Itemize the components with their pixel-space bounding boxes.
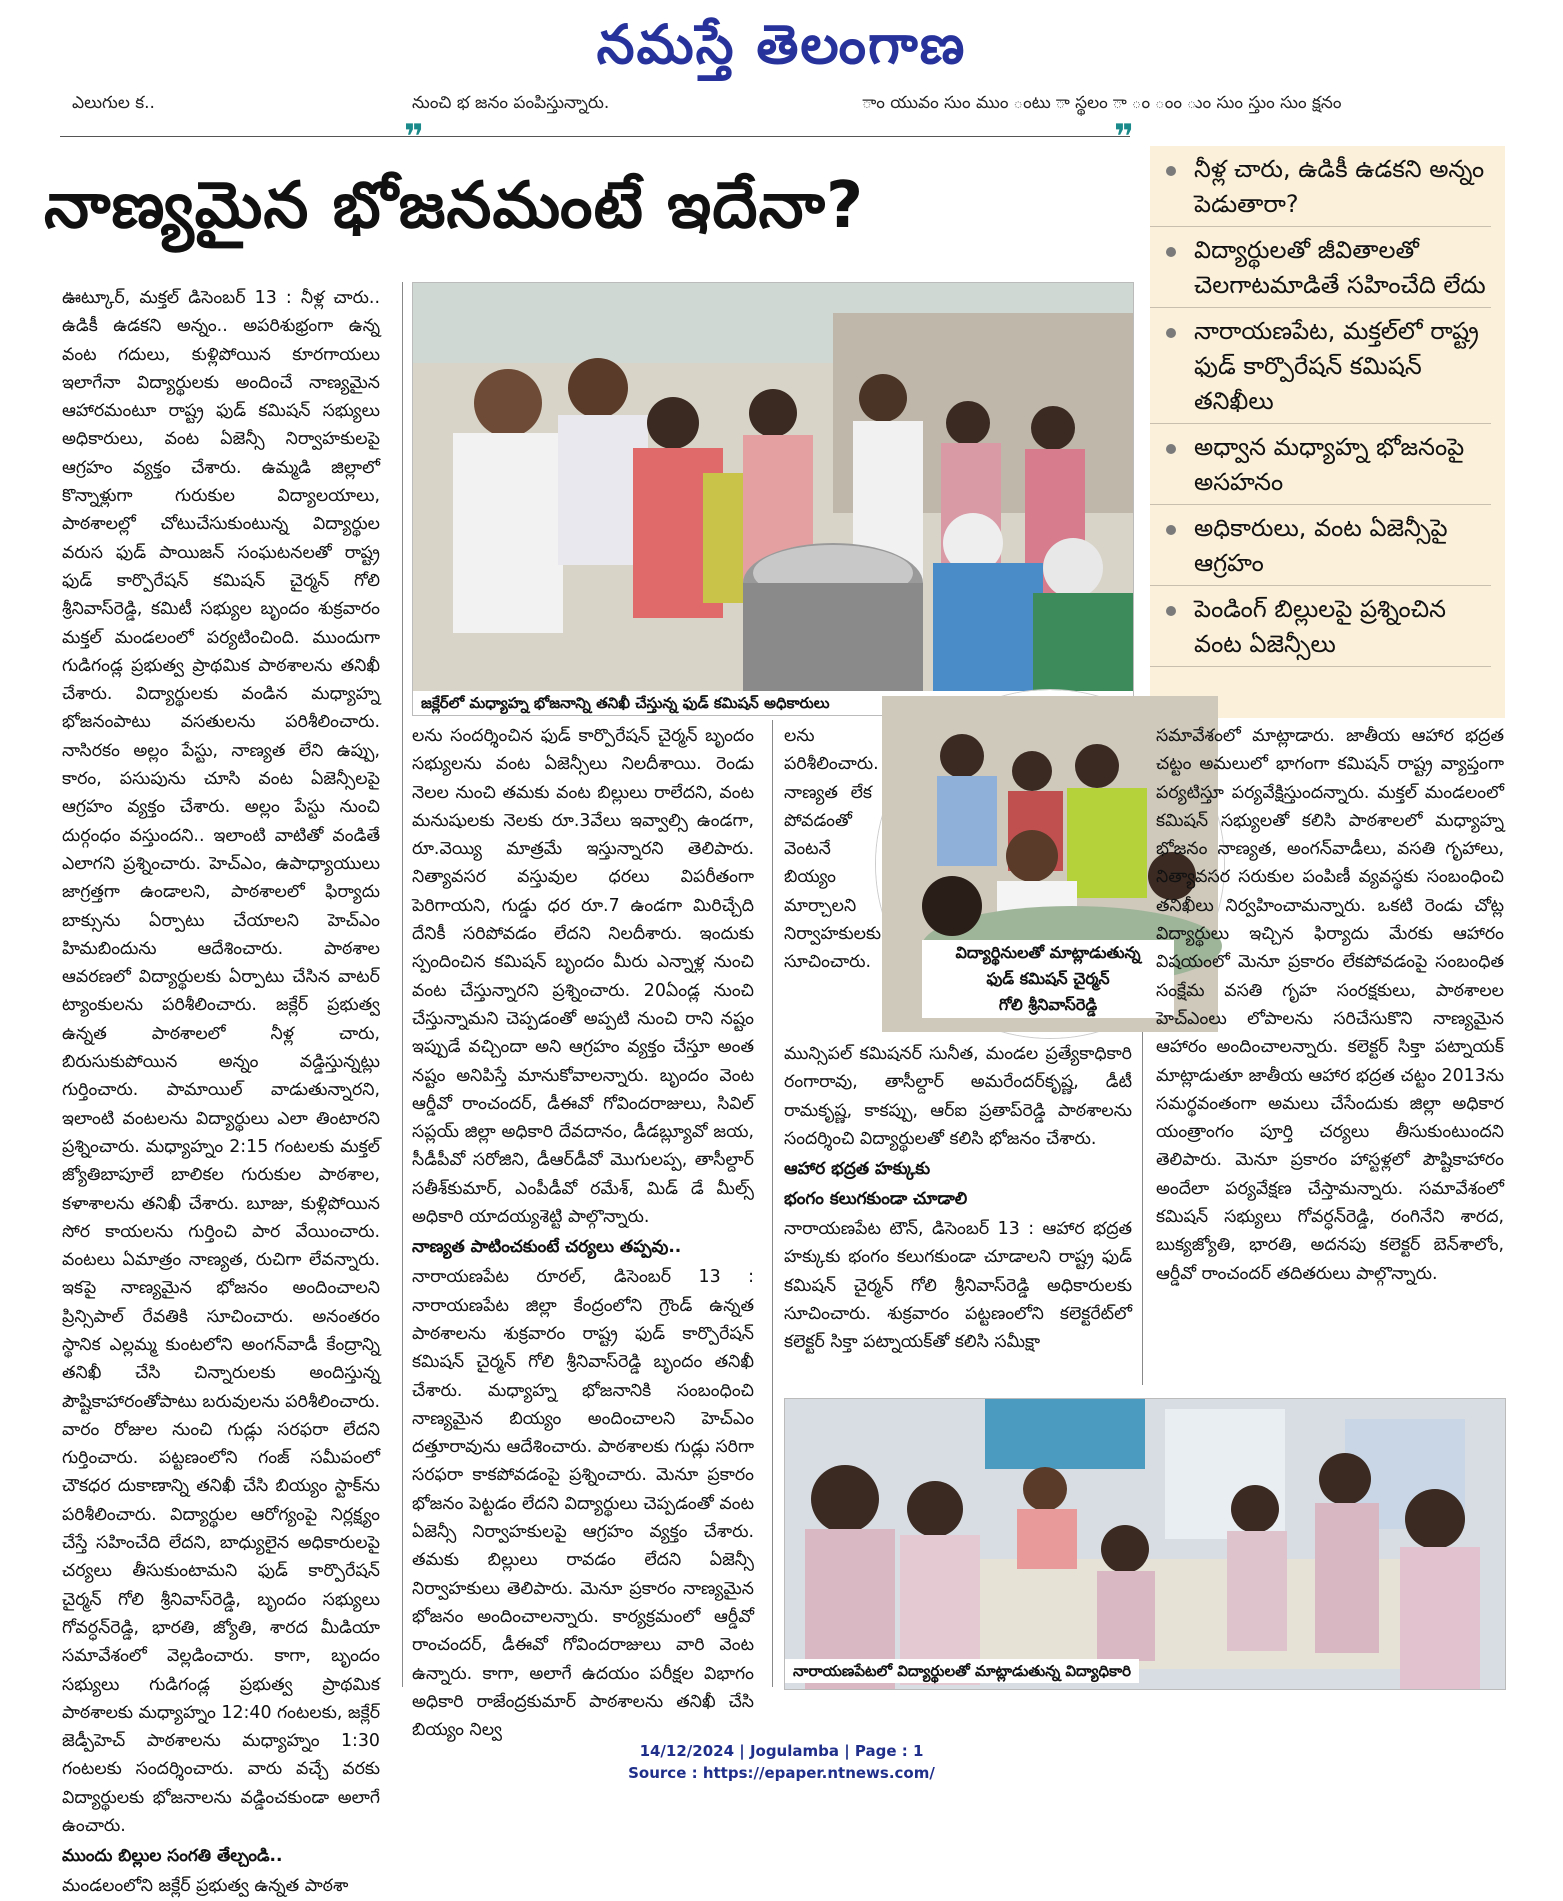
- highlight-item: అధికారులు, వంట ఏజెన్సీపై ఆగ్రహం: [1150, 511, 1491, 586]
- column-rule: [772, 720, 773, 1687]
- article-column-3: [784, 1040, 1132, 1400]
- quote-mark-left-icon: ❞: [404, 117, 424, 157]
- article-body: నారాయణపేట రూరల్‌, డిసెంబర్‌ 13 : నారాయణపేట జిల్లా కేంద్రంలోని గ్రౌండ్‌ ఉన్నత పాఠశాలను శుక్రవారం రాష్ట్ర ఫుడ్‌ కార్పొరేషన్‌ కమిషన్‌ చైర్మన్‌ గోలి శ్రీనివాస్‌రెడ్డి బృందం తనిఖీ చేశారు. మధ్యాహ్న భోజనానికి సంబంధించి నాణ్యమైన బియ్యం అందించాలని హెచ్‌ఎం దత్తూరావును ఆదేశించారు. పాఠశాలకు గుడ్లు సరిగా సరఫరా కాకపోవడంపై ప్రశ్నించారు. మెనూ ప్రకారం భోజనం పెట్టడం లేదని విద్యార్థులు చెప్పడంతో వంట ఏజెన్సీ నిర్వాహకులపై ఆగ్రహం వ్యక్తం చేశారు. తమకు బిల్లులు రావడం లేదని ఏజెన్సీ నిర్వాహకులు తెలిపారు. మెనూ ప్రకారం నాణ్యమైన భోజనం అందించాలన్నారు. కార్యక్రమంలో ఆర్డీవో రాంచందర్‌, డీఈవో గోవిందరాజులు వారి వెంట ఉన్నారు. కాగా, అలాగే ఉదయం పరీక్షల విభాగం అధికారి రాజేంద్రకుమార్‌ పాఠశాలను తనిఖీ చేసి బియ్యం నిల్వ: [412, 1267, 754, 1741]
- article-subheading: ముందు బిల్లుల సంగతి తేల్చండి..: [62, 1846, 283, 1867]
- footer-source: Source : https://epaper.ntnews.com/: [628, 1764, 935, 1782]
- article-body: ఊట్కూర్‌, మక్తల్‌ డిసెంబర్‌ 13 : నీళ్ల చారు.. ఉడికీ ఉడకని అన్నం.. అపరిశుభ్రంగా ఉన్న వంట గదులు, కుళ్లిపోయిన కూరగాయలు ఇలాగేనా విద్యార్థులకు అందించే నాణ్యమైన ఆహారమంటూ రాష్ట్ర ఫుడ్‌ కమిషన్‌ సభ్యులు అధికారులు, వంట ఏజెన్సీ నిర్వాహకులపై ఆగ్రహం వ్యక్తం చేశారు. ఉమ్మడి జిల్లాలో కొన్నాళ్లుగా గురుకుల విద్యాలయాలు, పాఠశాలల్లో చోటుచేసుకుంటున్న విద్యార్థుల వరుస ఫుడ్‌ పాయిజన్‌ సంఘటనలతో రాష్ట్ర ఫుడ్‌ కార్పొరేషన్‌ కమిషన్‌ చైర్మన్‌ గోలి శ్రీనివాస్‌రెడ్డి, కమిటీ సభ్యుల బృందం శుక్రవారం మక్తల్‌ మండలంలో పర్యటించింది. ముందుగా గుడిగండ్ల ప్రభుత్వ ప్రాథమిక పాఠశాలను తనిఖీ చేశారు. విద్యార్థులకు వండిన మధ్యాహ్న భోజనంపాటు వసతులను పరిశీలించారు. నాసిరకం అల్లం పేస్టు, నాణ్యత లేని ఉప్పు, కారం, పసుపును చూసి వంట ఏజెన్సీలపై ఆగ్రహం వ్యక్తం చేశారు. అల్లం పేస్టు నుంచి దుర్గంధం వస్తుందని.. ఇలాంటి వాటితో వండితే ఎలాగని ప్రశ్నించారు. హెచ్‌ఎం, ఉపాధ్యాయులు జాగ్రత్తగా ఉండాలని, పాఠశాలలో ఫిర్యాదు బాక్సును ఏర్పాటు చేయాలని హెచ్‌ఎం హిమబిందును ఆదేశించారు. పాఠశాల ఆవరణలో విద్యార్థులకు ఏర్పాటు చేసిన వాటర్‌ ట్యాంకులను పరిశీలించారు. జక్లేర్‌ ప్రభుత్వ ఉన్నత పాఠశాలలో నీళ్ల చారు, బిరుసుకుపోయిన అన్నం వడ్డిస్తున్నట్లు గుర్తించారు. పామాయిల్‌ వాడుతున్నారని, ఇలాంటి వంటలను విద్యార్థులు ఎలా తింటారని ప్రశ్నించారు. మధ్యాహ్నం 2:15 గంటలకు మక్తల్‌ జ్యోతిబాపూలే బాలికల గురుకుల పాఠశాల, కళాశాలను తనిఖీ చేశారు. బూజు, కుళ్లిపోయిన సోర కాయలను గుర్తించి పార వేయించారు. వంటలు ఏమాత్రం నాణ్యత, రుచిగా లేవన్నారు. ఇకపై నాణ్యమైన భోజనం అందించాలని ప్రిన్సిపాల్‌ రేవతికి సూచించారు. అనంతరం స్థానిక ఎల్లమ్మ కుంటలోని అంగన్‌వాడీ కేంద్రాన్ని తనిఖీ చేసి చిన్నారులకు అందిస్తున్న పౌష్టికాహారంతోపాటు బరువులను పరిశీలించారు. వారం రోజుల నుంచి గుడ్లు సరఫరా లేదని గుర్తించారు. పట్టణంలోని గంజ్‌ సమీపంలో చౌకధర దుకాణాన్ని తనిఖీ చేసి బియ్యం స్టాక్‌ను పరిశీలించారు. విద్యార్థుల ఆరోగ్యంపై నిర్లక్ష్యం చేస్తే సహించేది లేదని, బాధ్యులైన అధికారులపై చర్యలు తీసుకుంటామని ఫుడ్‌ కార్పొరేషన్‌ చైర్మన్‌ గోలి శ్రీనివాస్‌రెడ్డి, బృందం సభ్యులు గోవర్ధన్‌రెడ్డి, భారతి, జ్యోతి, శారద మీడియా సమావేశంలో వెల్లడించారు. కాగా, బృందం సభ్యులు గుడిగండ్ల ప్రభుత్వ ప్రాథమిక పాఠశాలకు మధ్యాహ్నం 12:40 గంటలకు, జక్లేర్‌ జెడ్పీహెచ్‌ పాఠశాలను మధ్యాహ్నం 1:30 గంటలకు సందర్శించారు. వారు వచ్చే వరకు విద్యార్థులకు భోజనాలను వడ్డించకుండా అలాగే ఉంచారు.: [62, 288, 381, 1837]
- bottom-photo: [784, 1398, 1506, 1690]
- circle-photo-caption-line: ఫుడ్‌ కమిషన్‌ చైర్మన్‌: [986, 969, 1110, 988]
- article-body: మున్సిపల్‌ కమిషనర్‌ సునీత, మండల ప్రత్యేకాధికారి రంగారావు, తాసీల్దార్‌ అమరేందర్‌కృష్ణ, డీటీ రామకృష్ణ, కాకప్పు, ఆర్‌ఐ ప్రతాప్‌రెడ్డి పాఠశాలను సందర్శించి విద్యార్థులతో కలిసి భోజనం చేశారు.: [784, 1044, 1132, 1149]
- cutline-middle: నుంచి భ జనం పంపిస్తున్నారు.: [412, 93, 610, 113]
- article-body: నారాయణపేట టౌన్‌, డిసెంబర్‌ 13 : ఆహార భద్రత హక్కుకు భంగం కలుగకుండా చూడాలని రాష్ట్ర ఫుడ్‌ కమిషన్‌ చైర్మన్‌ గోలి శ్రీనివాస్‌రెడ్డి అధికారులకు సూచించారు. శుక్రవారం పట్టణంలోని కలెక్టరేట్‌లో కలెక్టర్‌ సిక్తా పట్నాయక్‌తో కలిసి సమీక్షా: [784, 1219, 1132, 1353]
- article-subheading: భంగం కలుగకుండా చూడాలి: [784, 1189, 968, 1210]
- headline: నాణ్యమైన భోజనమంటే ఇదేనా?: [44, 169, 865, 243]
- highlight-item: నారాయణపేట, మక్తల్‌లో రాష్ట్ర ఫుడ్‌ కార్పొరేషన్‌ కమిషన్‌ తనిఖీలు: [1150, 314, 1491, 424]
- masthead-title: నమస్తే తెలంగాణ: [596, 13, 967, 76]
- cutline-left: ఎలుగుల క..: [72, 93, 155, 113]
- circle-photo-caption-line: గోలి శ్రీనివాస్‌రెడ్డి: [998, 995, 1098, 1014]
- article-subheading: ఆహార భద్రత హక్కుకు: [784, 1159, 931, 1180]
- article-body: మండలంలోని జక్లేర్‌ ప్రభుత్వ ఉన్నత పాఠశా: [62, 1876, 349, 1897]
- article-body: సమావేశంలో మాట్లాడారు. జాతీయ ఆహార భద్రత చట్టం అమలులో భాగంగా కమిషన్‌ రాష్ట్ర వ్యాప్తంగా పర్యటిస్తూ పర్యవేక్షిస్తుందన్నారు. మక్తల్‌ మండలంలో కమిషన్‌ సభ్యులతో కలిసి పాఠశాలలో మధ్యాహ్న భోజనం నాణ్యత, అంగన్‌వాడీలు, వసతి గృహాలు, నిత్యావసర సరుకుల పంపిణీ వ్యవస్థకు సంబంధించి తనిఖీలు నిర్వహించామన్నారు. ఒకటి రెండు చోట్ల విద్యార్థులు ఇచ్చిన ఫిర్యాదు మేరకు ఆహారం విషయంలో మెనూ ప్రకారం లేకపోవడంపై సంబంధిత సంక్షేమ వసతి గృహ సంరక్షకులు, పాఠశాలల హెచ్‌ఎంలు లోపాలను సరిచేసుకొని నాణ్యమైన ఆహారం అందించాలన్నారు. కలెక్టర్‌ సిక్తా పట్నాయక్‌ మాట్లాడుతూ జాతీయ ఆహార భద్రత చట్టం 2013ను సమర్థవంతంగా అమలు చేసేందుకు జిల్లా అధికార యంత్రాంగం పూర్తి చర్యలు తీసుకుంటుందని తెలిపారు. మెనూ ప్రకారం హాస్టళ్లలో పౌష్టికాహారం అందేలా పర్యవేక్షణ చేస్తామన్నారు. సమావేశంలో కమిషన్‌ సభ్యులు గోవర్ధన్‌రెడ్డి, రంగినేని శారద, బుక్యజ్యోతి, భారతి, అదనపు కలెక్టర్‌ బెన్‌శాలోం, ఆర్డీవో రాంచందర్‌ తదితరులు పాల్గొన్నారు.: [1156, 726, 1504, 1284]
- main-photo-illustration: [413, 283, 1133, 715]
- main-photo: [412, 282, 1134, 716]
- highlight-item: అధ్వాన మధ్యాహ్న భోజనంపై అసహనం: [1150, 430, 1491, 505]
- cutline-right: ాం యువం సుం ముం ంటు ా స్థలం ా ం ంం ుం సుం స్తుం సుం క్షనం: [862, 93, 1342, 113]
- article-body: లను పరిశీలించారు. నాణ్యత లేక పోవడంతో వెంటనే బియ్యం మార్చాలని నిర్వాహకులకు సూచించారు.: [784, 726, 882, 973]
- footer-date-page: 14/12/2024 | Jogulamba | Page : 1: [639, 1742, 924, 1760]
- article-column-1: [62, 284, 381, 1897]
- main-photo-caption: జక్లేర్‌లో మధ్యాహ్న భోజనాన్ని తనిఖీ చేస్తున్న ఫుడ్‌ కమిషన్‌ అధికారులు: [413, 691, 1133, 715]
- quote-mark-right-icon: ❞: [1114, 117, 1134, 157]
- highlight-item: విద్యార్థులతో జీవితాలతో చెలగాటమాడితే సహించేది లేదు: [1150, 233, 1491, 308]
- highlights-box: [1150, 146, 1505, 718]
- article-body: లను సందర్శించిన ఫుడ్‌ కార్పొరేషన్‌ చైర్మన్‌ బృందం సభ్యులను వంట ఏజెన్సీలు నిలదీశాయి. రెండు నెలల నుంచి తమకు వంట బిల్లులు రాలేదని, వంట మనుషులకు నెలకు రూ.3వేలు ఇవ్వాల్సి ఉండగా, రూ.వెయ్యి మాత్రమే ఇస్తున్నారని తెలిపారు. నిత్యావసర వస్తువుల ధరలు విపరీతంగా పెరిగాయని, గుడ్డు ధర రూ.7 ఉండగా మిరిచ్చేది దేనికీ సరిపోవడం లేదని నిలదీశారు. ఇందుకు స్పందించిన కమిషన్‌ బృందం మీరు ఎన్నాళ్ల నుంచి వంట చేస్తున్నారని ప్రశ్నించారు. 20ఏండ్ల నుంచి చేస్తున్నామని చెప్పడంతో అప్పటి నుంచి రాని నష్టం ఇప్పుడే వచ్చిందా అని ఆగ్రహం వ్యక్తం చేస్తూ అంత నష్టం అనిపిస్తే మానుకోవాలన్నారు. బృందం వెంట ఆర్డీవో రాంచందర్‌, డీఈవో గోవిందరాజులు, సివిల్‌ సప్లయ్‌ జిల్లా అధికారి దేవదానం, డీడబ్ల్యూవో జయ, సీడీపీవో సరోజిని, డీఆర్‌డీవో మొగులప్ప, తాసీల్దార్‌ సతీశ్‌కుమార్‌, ఎంపీడీవో రమేశ్‌, మిడ్‌ డే మీల్స్‌ అధికారి యాదయ్యశెట్టి పాల్గొన్నారు.: [412, 726, 754, 1228]
- column-rule: [402, 282, 403, 1687]
- highlight-item: నీళ్ల చారు, ఉడికీ ఉడకని అన్నం పెడుతారా?: [1150, 152, 1491, 227]
- highlight-item: పెండింగ్‌ బిల్లులపై ప్రశ్నించిన వంట ఏజెన్సీలు: [1150, 592, 1491, 667]
- article-column-3-narrow: [784, 722, 882, 1040]
- article-column-4: [1156, 722, 1504, 1384]
- circle-photo-caption-line: విద్యార్థినులతో మాట్లాడుతున్న: [955, 943, 1141, 962]
- article-column-2: [412, 722, 754, 1741]
- bottom-photo-caption: నారాయణపేటలో విద్యార్థులతో మాట్లాడుతున్న విద్యాధికారి: [785, 1659, 1139, 1683]
- article-subheading: నాణ్యత పాటించకుంటే చర్యలు తప్పవు..: [412, 1237, 682, 1258]
- top-rule: [60, 136, 1130, 137]
- bottom-photo-illustration: [785, 1399, 1505, 1689]
